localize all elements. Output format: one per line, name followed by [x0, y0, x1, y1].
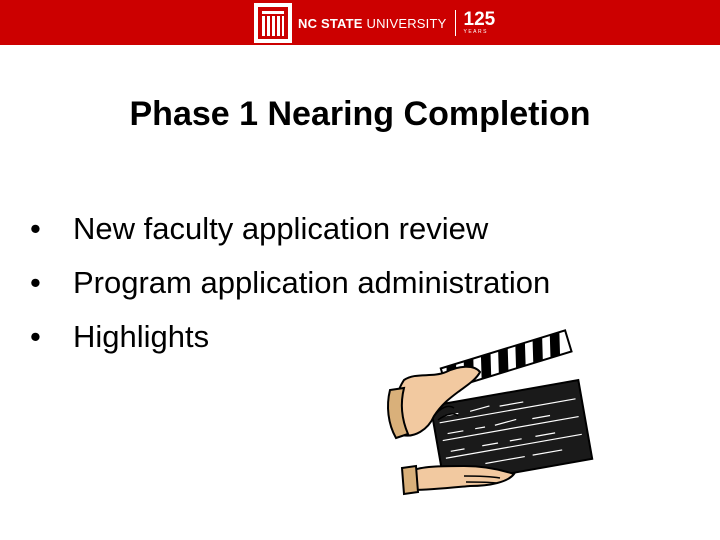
anniversary-mark	[463, 8, 496, 36]
brand-name-bold: NC STATE	[298, 15, 363, 31]
slide-title: Phase 1 Nearing Completion	[129, 95, 591, 133]
bullet-item	[30, 256, 550, 310]
bullet-dot: •	[30, 319, 41, 354]
brand-name-light: UNIVERSITY	[362, 15, 447, 31]
belltower-icon	[254, 3, 292, 43]
bullet-dot: •	[30, 211, 41, 246]
logo-divider	[455, 10, 456, 36]
bullet-text: Program application administration	[73, 265, 551, 300]
bullet-dot: •	[30, 265, 41, 300]
clapperboard-icon	[384, 320, 614, 498]
bullet-text: Highlights	[73, 319, 210, 354]
anniversary-label: YEARS	[463, 28, 488, 35]
header-bar	[0, 0, 720, 45]
bullet-text: New faculty application review	[73, 211, 489, 246]
brand-name	[298, 17, 447, 30]
anniversary-number: 125	[463, 8, 496, 30]
university-logo	[254, 3, 495, 43]
bullet-item	[30, 202, 550, 256]
